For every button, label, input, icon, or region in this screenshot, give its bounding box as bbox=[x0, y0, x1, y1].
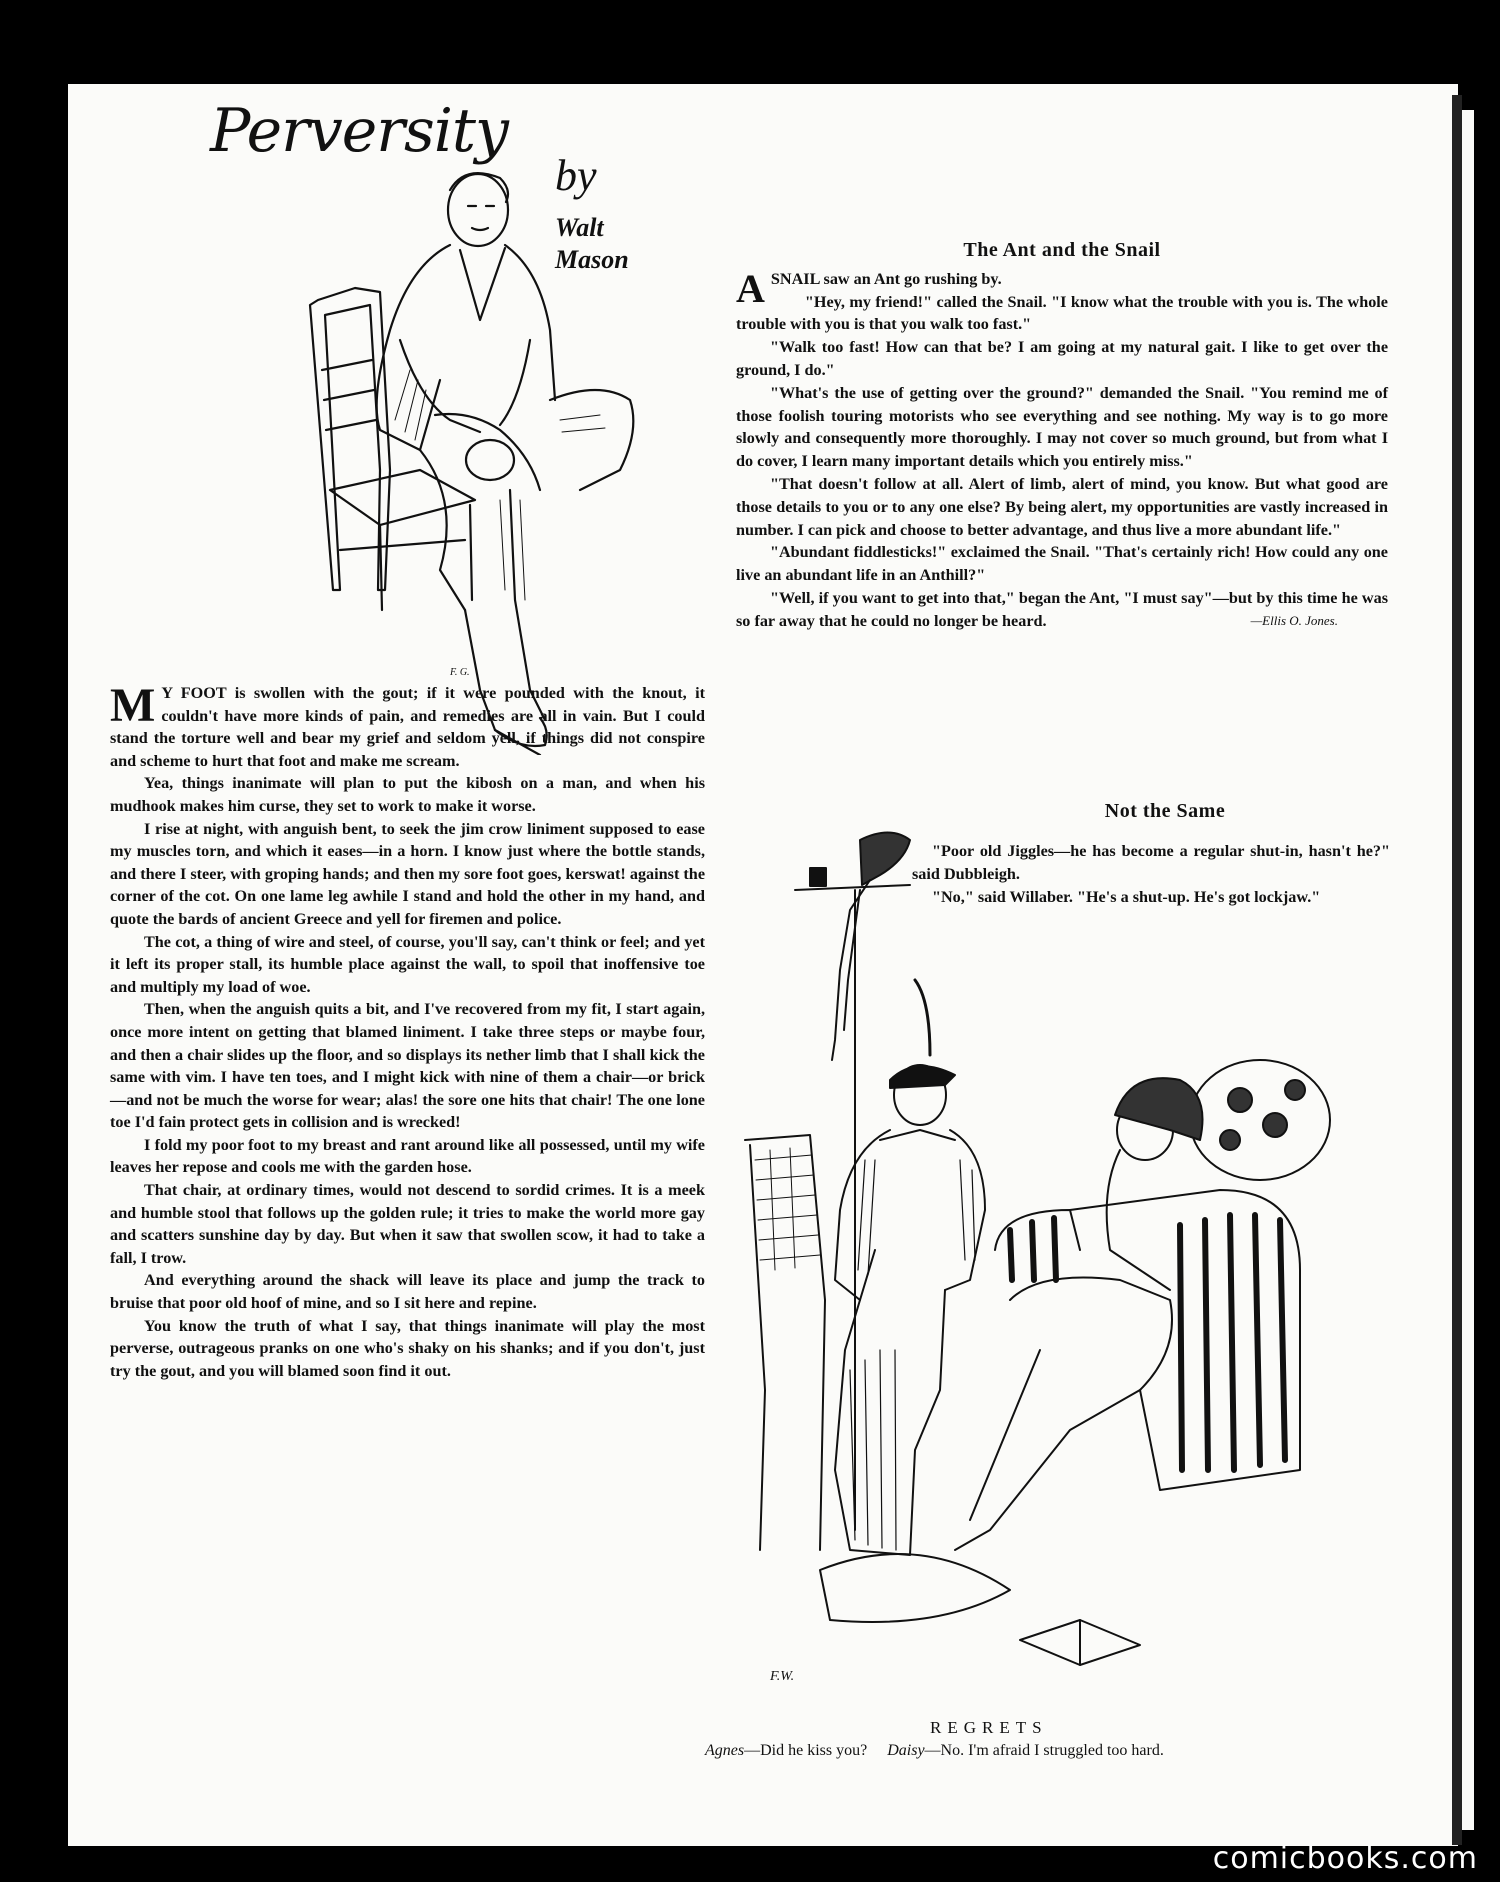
byline-by: by bbox=[555, 151, 597, 200]
line-agnes: —Did he kiss you? bbox=[744, 1742, 868, 1759]
line-daisy: —No. I'm afraid I struggled too hard. bbox=[924, 1742, 1164, 1759]
fable-paragraph bbox=[736, 587, 1388, 633]
poem-paragraph: Yea, things inanimate will plan to put the kibosh on a man, and when his mudhook makes him curse, they set to work to make it worse. bbox=[110, 774, 705, 815]
fable-heading: The Ant and the Snail bbox=[963, 239, 1161, 261]
fable-paragraph: "That doesn't follow at all. Alert of limb, alert of mind, you know. But what good are those details to you or to any one else? By being alert, my opportunities are vastly increased in number. I can pick and choose to better advantage, and thus live a more abundant life." bbox=[736, 474, 1388, 539]
fable-text: "Well, if you want to get into that," began the Ant, "I must say"—but by this time he was so far away that he could no longer be heard. bbox=[736, 588, 1388, 630]
fable-text: SNAIL saw an Ant go rushing by. bbox=[770, 269, 1002, 288]
author-last-name: Mason bbox=[555, 245, 629, 274]
facing-page-edge bbox=[1462, 110, 1474, 1830]
speaker-daisy: Daisy bbox=[887, 1742, 925, 1759]
fable-paragraph bbox=[736, 265, 1388, 311]
poem-body bbox=[110, 679, 705, 1382]
speaker-agnes: Agnes bbox=[705, 1742, 745, 1759]
site-watermark: comicbooks.com bbox=[1212, 1841, 1478, 1876]
nts-paragraph: "Poor old Jiggles—he has become a regular shut-in, hasn't he?" said Dubbleigh. bbox=[912, 842, 1390, 883]
poem-paragraph: I fold my poor foot to my breast and rant around like all possessed, until my wife leaves her repose and cools me with the garden hose. bbox=[110, 1135, 705, 1177]
fable-paragraph: "Hey, my friend!" called the Snail. "I know what the trouble with you is. The whole trouble with you is that you walk too fast." bbox=[736, 292, 1388, 334]
fable-dropcap: A bbox=[736, 265, 765, 311]
article-title: Perversity bbox=[210, 96, 508, 166]
poem-text: Y FOOT is swollen with the gout; if it were pounded with the knout, it couldn't have more kinds of pain, and remedies are all in vain. But I could stand the torture well and bear my grief and seldom yell, if things did not conspire and scheme to hurt that foot and make me scream. bbox=[110, 684, 705, 770]
poem-paragraph bbox=[110, 679, 705, 772]
fable-paragraph: "Abundant fiddlesticks!" exclaimed the Snail. "That's certainly rich! How could any one live an abundant life in an Anthill?" bbox=[736, 543, 1388, 585]
regrets-cartoon-illustration bbox=[740, 830, 1400, 1710]
poem-paragraph: I rise at night, with anguish bent, to seek the jim crow liniment supposed to ease my muscles torn, and which it eases—in a horn. I know just where the bottle stands, and there I steer, with groping hands; and then my sore foot goes, kerswat! against the corner of the cot. On one lame leg awhile I stand and hold the other in my hand, and quote the bards of ancient Greece and yell for firemen and police. bbox=[110, 819, 705, 928]
poem-paragraph: Then, when the anguish quits a bit, and I've recovered from my fit, I start again, once more intent on getting that blamed liniment. I take three steps or maybe four, and then a chair slides up the floor, and so displays its nether limb that I shall kick the same with vim. I have ten toes, and I might kick with nine of them a chair—or brick—and not be much the worse for wear; alas! the sore one hits that chair! The one lone toe I'd fain protect gets in collision and is wrecked! bbox=[110, 1000, 705, 1132]
not-the-same-heading: Not the Same bbox=[1104, 800, 1226, 822]
svg-text:F.W.: F.W. bbox=[770, 1669, 795, 1684]
fable-credit: —Ellis O. Jones. bbox=[1250, 612, 1338, 628]
poem-paragraph: The cot, a thing of wire and steel, of course, you'll say, can't think or feel; and yet it left its proper stall, its humble place against the wall, to spoil that inoffensive toe and multiply my load of woe. bbox=[110, 932, 705, 996]
poem-paragraph: And everything around the shack will leave its place and jump the track to bruise that poor old hoof of mine, and so I sit here and repine. bbox=[110, 1271, 705, 1313]
svg-text:F. G.: F. G. bbox=[450, 667, 470, 678]
cartoon-caption bbox=[705, 1742, 1164, 1760]
man-on-chair-illustration bbox=[300, 170, 700, 755]
fable-paragraph: "Walk too fast! How can that be? I am going at my natural gait. I like to get over the ground, I do." bbox=[736, 338, 1388, 379]
page-edge bbox=[1452, 95, 1462, 1845]
fable-paragraph: "What's the use of getting over the ground?" demanded the Snail. "You remind me of those foolish touring motorists who see everything and see nothing. My way is to go more slowly and consequently more thoroughly. I may not cover so much ground, but from what I do cover, I learn many important details which you entirely miss." bbox=[736, 383, 1388, 471]
poem-paragraph: That chair, at ordinary times, would not descend to sordid crimes. It is a meek and humble stool that follows up the golden rule; it tries to make the world more gay and scatters sunshine day by day. But when it saw that swollen scow, it had to take a fall, I trow. bbox=[110, 1181, 705, 1267]
poem-dropcap: M bbox=[110, 679, 156, 732]
fable-section bbox=[736, 156, 1388, 633]
poem-paragraph: You know the truth of what I say, that things inanimate will play the most perverse, outrageous pranks on one who's shaky on his shanks; and if you don't, just try the gout, and you will blamed soon find it out. bbox=[110, 1316, 705, 1380]
author-first-name: Walt bbox=[555, 213, 604, 242]
cartoon-title: REGRETS bbox=[930, 1718, 1048, 1737]
nts-paragraph: "No," said Willaber. "He's a shut-up. He's got lockjaw." bbox=[932, 887, 1321, 906]
